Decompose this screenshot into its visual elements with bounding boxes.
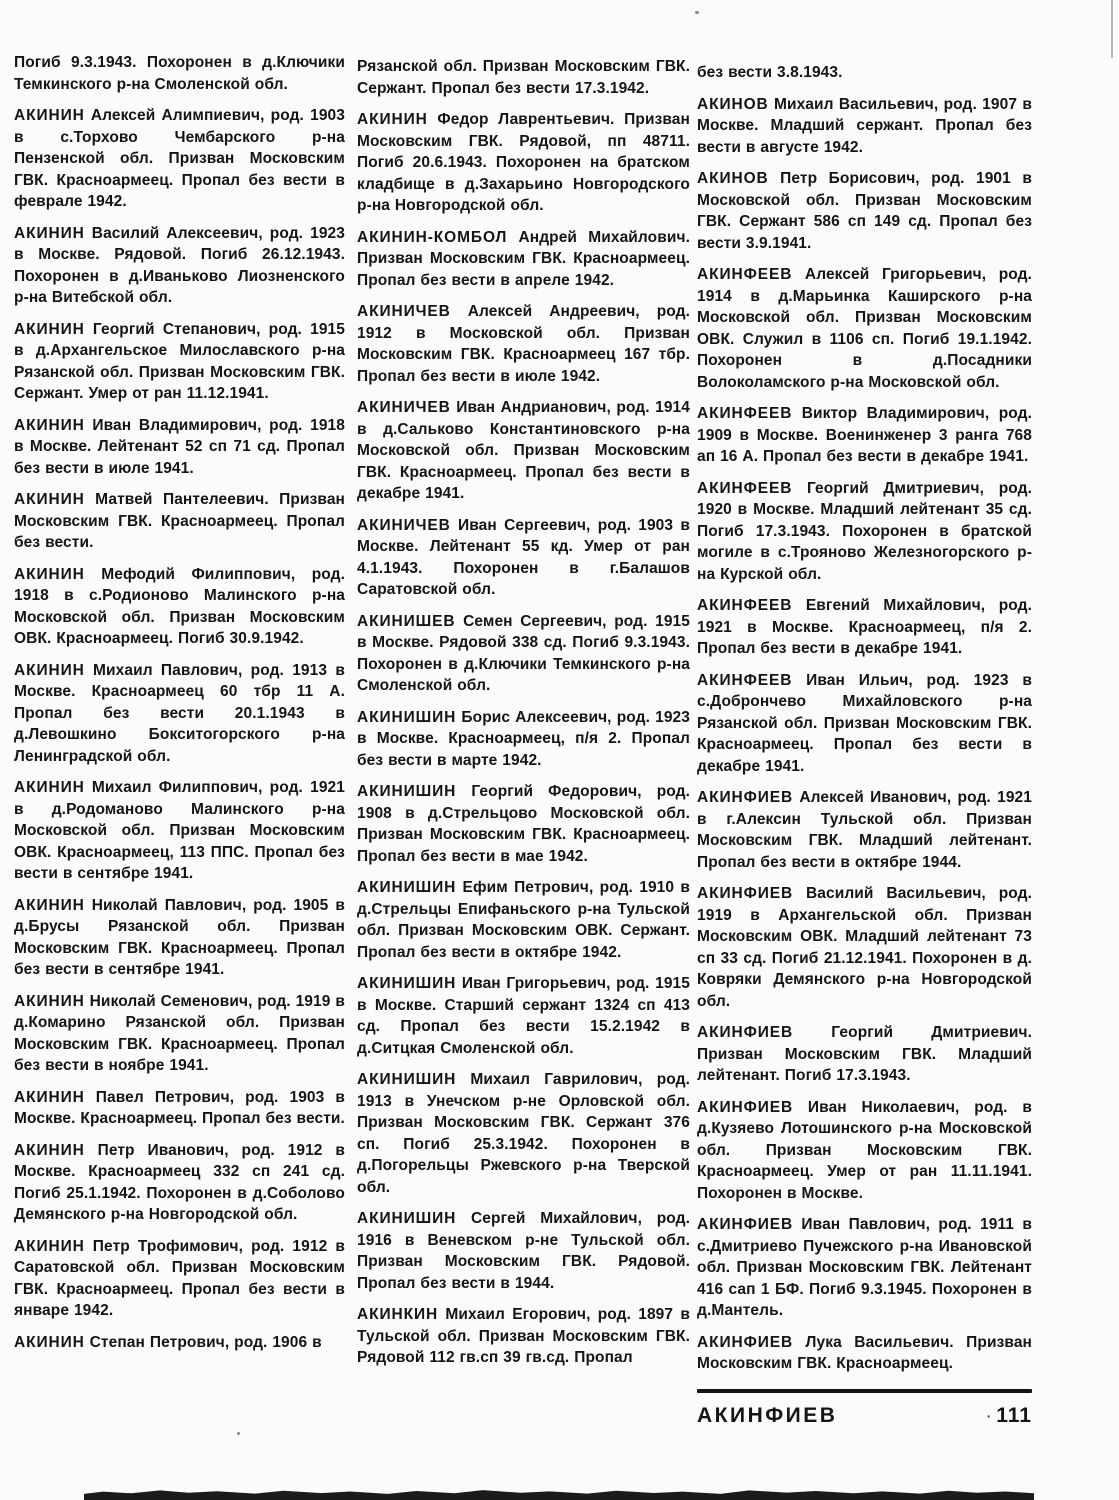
entry-surname: АКИНИН (14, 565, 85, 583)
entry: АКИНИН Георгий Степанович, род. 1915 в д.Архангельское Милославского р-на Рязанской обл. Призван Московским ГВК. Сержант. Умер от ран 11.12.1941. (14, 320, 345, 402)
entry-surname: АКИНИЧЕВ (357, 303, 451, 320)
entry-surname: АКИНФЕЕВ (697, 671, 793, 689)
entry-surname: АКИНИН (14, 992, 85, 1010)
column-3-entries (697, 62, 1032, 1375)
text-column-3 (697, 62, 1032, 1428)
entry-surname: АКИНИН (14, 779, 85, 796)
entry: АКИНИЧЕВ Иван Сергеевич, род. 1903 в Москве. Лейтенант 55 кд. Умер от ран 4.1.1943. Похоронен в г.Балашов Саратовской обл. (357, 516, 690, 598)
entry-surname: АКИНИЧЕВ (357, 516, 451, 534)
entry: АКИНКИН Михаил Егорович, род. 1897 в Тульской обл. Призван Московским ГВК. Рядовой 112 гв.сп 39 гв.сд. Пропал (357, 1306, 690, 1366)
column-1-entries (14, 52, 345, 1353)
entry: АКИНИЧЕВ Иван Андрианович, род. 1914 в д.Сальково Константиновского р-на Московской обл. Призван Московским ГВК. Красноармеец. Пропал без вести в декабре 1941. (357, 399, 690, 502)
entry: АКИНИН Алексей Алимпиевич, род. 1903 в с.Торхово Чембарского р-на Пензенской обл. Призван Московским ГВК. Красноармеец. Пропал без вести в феврале 1942. (14, 107, 345, 210)
ink-speck (695, 11, 699, 14)
entry: АКИНИН Иван Владимирович, род. 1918 в Москве. Лейтенант 52 сп 71 сд. Пропал без вести в июле 1941. (14, 416, 345, 477)
entry: АКИНИШИН Иван Григорьевич, род. 1915 в Москве. Старший сержант 1324 сп 413 сд. Пропал без вести 15.2.1942 в д.Ситцкая Смоленской обл. (357, 975, 690, 1057)
entry: АКИНФИЕВ Георгий Дмитриевич. Призван Московским ГВК. Младший лейтенант. Погиб 17.3.1943. (697, 1024, 1032, 1084)
entry-surname: АКИНИН (14, 1333, 85, 1351)
column-2-entries (357, 56, 690, 1369)
entry-surname: АКИНИН (14, 416, 85, 434)
entry: АКИНФИЕВ Иван Николаевич, род. в д.Кузяево Лотошинского р-на Московской обл. Призван Московским ГВК. Красноармеец. Умер от ран 11.11.1941. Похоронен в Москве. (697, 1098, 1032, 1202)
entry-surname: АКИНИН (357, 111, 428, 128)
entry-surname: АКИНИН (14, 1088, 85, 1106)
scan-edge-band (84, 1484, 1034, 1500)
page-number-group (987, 1404, 1032, 1428)
page-number: 111 (996, 1403, 1032, 1427)
entry-surname: АКИНИН (14, 224, 85, 242)
entry-continuation: Погиб 9.3.1943. Похоронен в д.Ключики Темкинского р-на Смоленской обл. (14, 54, 345, 93)
ink-dot: · (986, 1407, 993, 1424)
ink-speck (237, 1432, 240, 1435)
text-column-1 (14, 52, 345, 1363)
entry: АКИНОВ Михаил Васильевич, род. 1907 в Москве. Младший сержант. Пропал без вести в августе 1942. (697, 95, 1032, 156)
entry-surname: АКИНИН (14, 1141, 85, 1159)
entry-surname: АКИНФИЕВ (697, 1216, 794, 1233)
entry-surname: АКИНФЕЕВ (697, 405, 793, 422)
text-column-2 (357, 56, 690, 1379)
entry-surname: АКИНИН (14, 896, 85, 914)
entry: АКИНОВ Петр Борисович, род. 1901 в Московской обл. Призван Московским ГВК. Сержант 586 сп 149 сд. Пропал без вести 3.9.1941. (697, 170, 1032, 252)
footer-keyword: АКИНФИЕВ (697, 1403, 838, 1427)
entry-surname: АКИНИН (14, 491, 85, 508)
entry-surname: АКИНИН-КОМБОЛ (357, 228, 508, 246)
entry: АКИНИН Мефодий Филиппович, род. 1918 в с.Родионово Малинского р-на Московской обл. Призван Московским ОВК. Красноармеец. Погиб 30.9.1942. (14, 565, 345, 647)
entry: АКИНФИЕВ Алексей Иванович, род. 1921 в г.Алексин Тульской обл. Призван Московским ГВК. Младший лейтенант. Пропал без вести в октябре 1944. (697, 789, 1032, 871)
entry: АКИНИН Матвей Пантелеевич. Призван Московским ГВК. Красноармеец. Пропал без вести. (14, 491, 345, 551)
entry-surname: АКИНИШИН (357, 975, 457, 992)
entry-surname: АКИНФИЕВ (697, 1024, 794, 1041)
entry-surname: АКИНИШИН (357, 879, 457, 896)
entry-surname: АКИНКИН (357, 1306, 439, 1323)
entry-surname: АКИНИН (14, 1237, 85, 1255)
entry: АКИНФЕЕВ Георгий Дмитриевич, род. 1920 в Москве. Младший лейтенант 35 сд. Погиб 17.3.1943. Похоронен в братской могиле в с.Трояново Железногорского р-на Курской обл. (697, 479, 1032, 583)
entry: АКИНФЕЕВ Виктор Владимирович, род. 1909 в Москве. Военинженер 3 ранга 768 ап 16 А. Пропал без вести в декабре 1941. (697, 405, 1032, 465)
entry-surname: АКИНИШИН (357, 1210, 457, 1227)
entry: АКИНФИЕВ Василий Васильевич, род. 1919 в Архангельской обл. Призван Московским ОВК. Младший лейтенант 73 сп 33 сд. Погиб 21.12.1941. Похоронен в д. Ковряки Демянского р-на Новгородской обл. (697, 885, 1032, 1010)
entry-surname: АКИНИШИН (357, 783, 457, 800)
footer-rule (697, 1389, 1032, 1393)
entry-surname: АКИНФЕЕВ (697, 597, 793, 614)
entry-surname: АКИНОВ (697, 95, 769, 113)
entry-surname: АКИНФЕЕВ (697, 479, 793, 497)
entry: АКИНФИЕВ Иван Павлович, род. 1911 в с.Дмитриево Пучежского р-на Ивановской обл. Призван Московским ГВК. Лейтенант 416 сап 1 БФ. Погиб 9.3.1945. Похоронен в д.Мантель. (697, 1216, 1032, 1319)
running-footer (697, 1389, 1032, 1428)
entry: АКИНИШИН Борис Алексеевич, род. 1923 в Москве. Красноармеец, п/я 2. Пропал без вести в марте 1942. (357, 708, 690, 769)
entry-surname: АКИНИШЕВ (357, 612, 456, 630)
entry-surname: АКИНОВ (697, 170, 769, 187)
entry-surname: АКИНИШИН (357, 1071, 457, 1088)
entry: АКИНИН Федор Лаврентьевич. Призван Московским ГВК. Рядовой, пп 48711. Погиб 20.6.1943. Похоронен на братском кладбище в д.Захарьино Новгородского р-на Новгородской обл. (357, 111, 690, 214)
entry-surname: АКИНИН (14, 661, 85, 679)
entry: АКИНИН Петр Трофимович, род. 1912 в Саратовской обл. Призван Московским ГВК. Красноармеец. Пропал без вести в январе 1942. (14, 1237, 345, 1319)
entry-surname: АКИНИЧЕВ (357, 399, 451, 416)
entry-surname: АКИНФИЕВ (697, 1333, 794, 1351)
entry: АКИНИН Петр Иванович, род. 1912 в Москве. Красноармеец 332 сп 241 сд. Погиб 25.1.1942. Похоронен в д.Соболово Демянского р-на Новгородской обл. (14, 1141, 345, 1223)
entry-surname: АКИНФИЕВ (697, 1098, 794, 1116)
entry: АКИНИН-КОМБОЛ Андрей Михайлович. Призван Московским ГВК. Красноармеец. Пропал без вести в апреле 1942. (357, 228, 690, 289)
entry: АКИНИШИН Георгий Федорович, род. 1908 в д.Стрельцово Московской обл. Призван Московским ГВК. Красноармеец. Пропал без вести в мае 1942. (357, 783, 690, 865)
entry: АКИНИН Михаил Филиппович, род. 1921 в д.Родоманово Малинского р-на Московской обл. Призван Московским ОВК. Красноармеец, 113 ППС. Пропал без вести в сентябре 1941. (14, 779, 345, 882)
entry: АКИНИШИН Сергей Михайлович, род. 1916 в Веневском р-не Тульской обл. Призван Московским ГВК. Рядовой. Пропал без вести в 1944. (357, 1210, 690, 1292)
entry: АКИНИШЕВ Семен Сергеевич, род. 1915 в Москве. Рядовой 338 сд. Погиб 9.3.1943. Похоронен в д.Ключики Темкинского р-на Смоленской обл. (357, 612, 690, 694)
entry: АКИНИН Степан Петрович, род. 1906 в (14, 1333, 322, 1351)
entry: АКИНИЧЕВ Алексей Андреевич, род. 1912 в Московской обл. Призван Московским ГВК. Красноармеец 167 тбр. Пропал без вести в июле 1942. (357, 303, 690, 385)
entry-surname: АКИНИШИН (357, 708, 457, 726)
scan-edge-line (1111, 0, 1113, 58)
entry: АКИНИН Василий Алексеевич, род. 1923 в Москве. Рядовой. Погиб 26.12.1943. Похоронен в д.Иваньково Лиозненского р-на Витебской обл. (14, 224, 345, 306)
entry-surname: АКИНИН (14, 320, 85, 338)
entry: АКИНИШИН Ефим Петрович, род. 1910 в д.Стрельцы Епифаньского р-на Тульской обл. Призван Московским ОВК. Сержант. Пропал без вести в октябре 1942. (357, 879, 690, 961)
entry-continuation: без вести 3.8.1943. (697, 64, 843, 81)
entry-surname: АКИНФЕЕВ (697, 266, 793, 283)
entry: АКИНИН Михаил Павлович, род. 1913 в Москве. Красноармеец 60 тбр 11 А. Пропал без вести 20.1.1943 в д.Левошкино Бокситогорского р-на Ленинградской обл. (14, 661, 345, 765)
entry: АКИНФЕЕВ Евгений Михайлович, род. 1921 в Москве. Красноармеец, п/я 2. Пропал без вести в декабре 1941. (697, 597, 1032, 657)
entry: АКИНФЕЕВ Иван Ильич, род. 1923 в с.Добрончево Михайловского р-на Рязанской обл. Призван Московским ГВК. Красноармеец. Пропал без вести в декабре 1941. (697, 671, 1032, 775)
entry-surname: АКИНФИЕВ (697, 885, 794, 902)
entry: АКИНФЕЕВ Алексей Григорьевич, род. 1914 в д.Марьинка Каширского р-на Московской обл. Призван Московским ОВК. Служил в 1106 сп. Погиб 19.1.1942. Похоронен в д.Посадники Волоколамского р-на Московской обл. (697, 266, 1032, 391)
entry: АКИНИШИН Михаил Гаврилович, род. 1913 в Унечском р-не Орловской обл. Призван Московским ГВК. Сержант 376 сп. Погиб 25.3.1942. Похоронен в д.Погорельцы Ржевского р-на Тверской обл. (357, 1071, 690, 1196)
entry-surname: АКИНФИЕВ (697, 789, 794, 806)
entry-surname: АКИНИН (14, 107, 85, 124)
entry: АКИНИН Николай Семенович, род. 1919 в д.Комарино Рязанской обл. Призван Московским ГВК. Красноармеец. Пропал без вести в ноябре 1941. (14, 992, 345, 1074)
entry: АКИНИН Павел Петрович, род. 1903 в Москве. Красноармеец. Пропал без вести. (14, 1088, 345, 1127)
entry: АКИНФИЕВ Лука Васильевич. Призван Московским ГВК. Красноармеец. (697, 1333, 1032, 1372)
entry-continuation: Рязанской обл. Призван Московским ГВК. Сержант. Пропал без вести 17.3.1942. (357, 58, 690, 97)
entry: АКИНИН Николай Павлович, род. 1905 в д.Брусы Рязанской обл. Призван Московским ГВК. Красноармеец. Пропал без вести в сентябре 1941. (14, 896, 345, 978)
